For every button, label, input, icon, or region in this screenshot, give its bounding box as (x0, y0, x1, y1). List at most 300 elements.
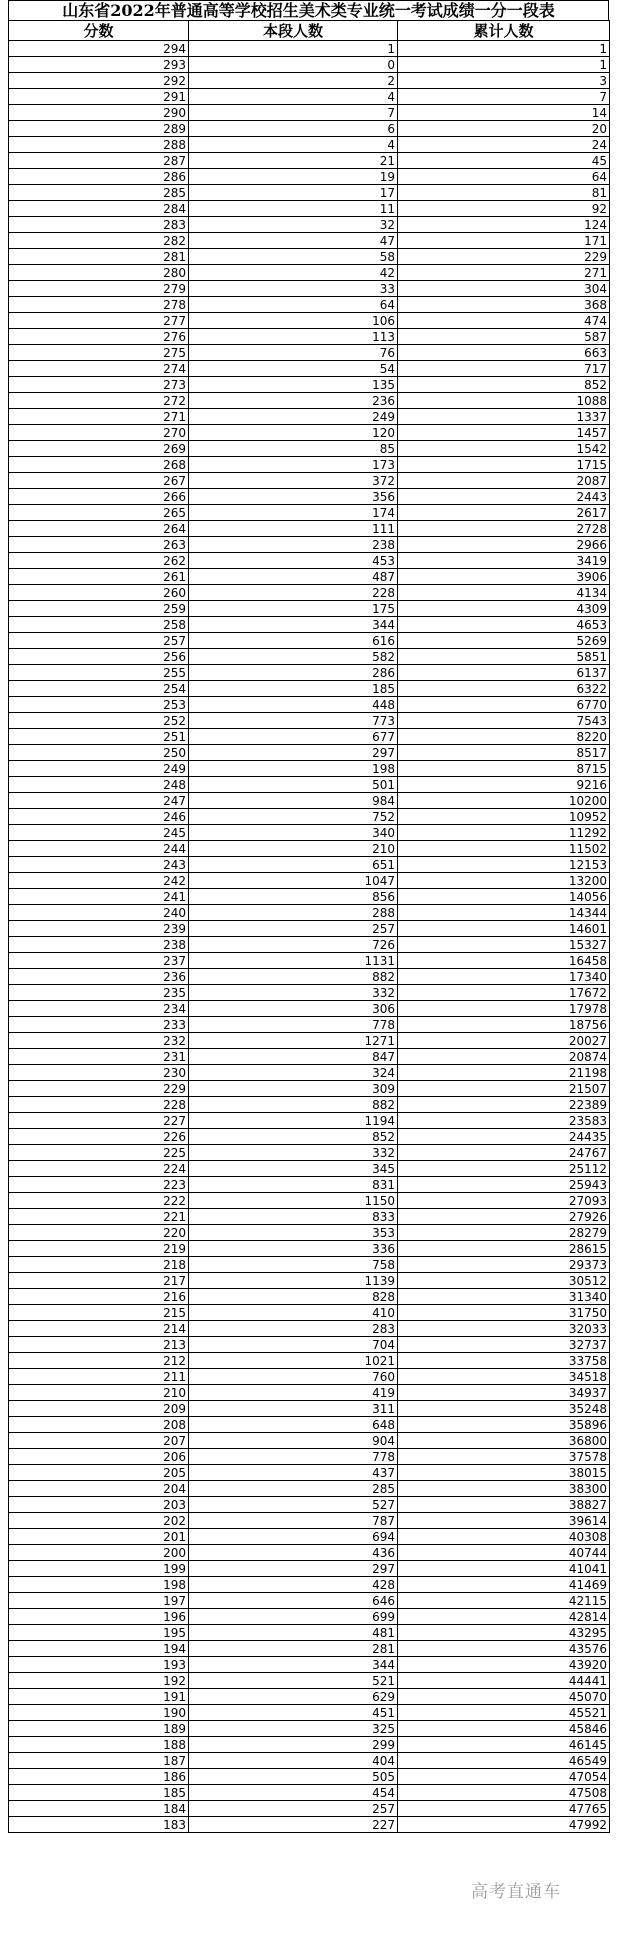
cell-score: 244 (9, 841, 189, 857)
cell-segment-count: 487 (189, 569, 398, 585)
cell-cumulative-count: 124 (398, 217, 610, 233)
cell-cumulative-count: 4653 (398, 617, 610, 633)
cell-cumulative-count: 474 (398, 313, 610, 329)
cell-segment-count: 1139 (189, 1273, 398, 1289)
cell-score: 229 (9, 1081, 189, 1097)
table-row (9, 1609, 610, 1625)
table-row (9, 137, 610, 153)
cell-segment-count: 419 (189, 1385, 398, 1401)
cell-segment-count: 2 (189, 73, 398, 89)
table-row (9, 713, 610, 729)
cell-score: 184 (9, 1801, 189, 1817)
table-row (9, 937, 610, 953)
cell-score: 197 (9, 1593, 189, 1609)
cell-score: 232 (9, 1033, 189, 1049)
cell-cumulative-count: 46145 (398, 1737, 610, 1753)
score-distribution-sheet (8, 0, 609, 1833)
cell-segment-count: 85 (189, 441, 398, 457)
cell-cumulative-count: 64 (398, 169, 610, 185)
cell-segment-count: 344 (189, 1657, 398, 1673)
cell-segment-count: 17 (189, 185, 398, 201)
table-row (9, 457, 610, 473)
cell-segment-count: 236 (189, 393, 398, 409)
cell-score: 294 (9, 41, 189, 57)
cell-score: 183 (9, 1817, 189, 1833)
cell-score: 211 (9, 1369, 189, 1385)
table-row (9, 1497, 610, 1513)
cell-segment-count: 501 (189, 777, 398, 793)
cell-score: 291 (9, 89, 189, 105)
table-row (9, 409, 610, 425)
cell-cumulative-count: 6137 (398, 665, 610, 681)
cell-score: 271 (9, 409, 189, 425)
cell-segment-count: 4 (189, 89, 398, 105)
cell-cumulative-count: 13200 (398, 873, 610, 889)
table-row (9, 441, 610, 457)
cell-score: 193 (9, 1657, 189, 1673)
cell-segment-count: 11 (189, 201, 398, 217)
cell-score: 274 (9, 361, 189, 377)
table-row (9, 1145, 610, 1161)
cell-score: 282 (9, 233, 189, 249)
cell-score: 185 (9, 1785, 189, 1801)
table-row (9, 1129, 610, 1145)
cell-score: 228 (9, 1097, 189, 1113)
cell-score: 191 (9, 1689, 189, 1705)
cell-score: 208 (9, 1417, 189, 1433)
cell-cumulative-count: 25943 (398, 1177, 610, 1193)
cell-cumulative-count: 45 (398, 153, 610, 169)
cell-cumulative-count: 20874 (398, 1049, 610, 1065)
table-row (9, 201, 610, 217)
cell-cumulative-count: 47054 (398, 1769, 610, 1785)
cell-cumulative-count: 304 (398, 281, 610, 297)
cell-score: 223 (9, 1177, 189, 1193)
table-row (9, 617, 610, 633)
cell-cumulative-count: 10952 (398, 809, 610, 825)
cell-cumulative-count: 33758 (398, 1353, 610, 1369)
cell-cumulative-count: 43295 (398, 1625, 610, 1641)
cell-segment-count: 616 (189, 633, 398, 649)
cell-score: 257 (9, 633, 189, 649)
table-row (9, 1321, 610, 1337)
cell-cumulative-count: 1457 (398, 425, 610, 441)
header-score: 分数 (9, 21, 189, 41)
cell-segment-count: 882 (189, 1097, 398, 1113)
table-row (9, 665, 610, 681)
cell-segment-count: 904 (189, 1433, 398, 1449)
cell-cumulative-count: 45846 (398, 1721, 610, 1737)
cell-segment-count: 521 (189, 1673, 398, 1689)
cell-score: 277 (9, 313, 189, 329)
cell-cumulative-count: 21198 (398, 1065, 610, 1081)
cell-cumulative-count: 47508 (398, 1785, 610, 1801)
cell-segment-count: 752 (189, 809, 398, 825)
cell-score: 238 (9, 937, 189, 953)
cell-score: 187 (9, 1753, 189, 1769)
cell-segment-count: 454 (189, 1785, 398, 1801)
cell-cumulative-count: 28279 (398, 1225, 610, 1241)
cell-cumulative-count: 35896 (398, 1417, 610, 1433)
cell-segment-count: 113 (189, 329, 398, 345)
cell-cumulative-count: 42115 (398, 1593, 610, 1609)
table-row (9, 1561, 610, 1577)
cell-score: 286 (9, 169, 189, 185)
cell-score: 216 (9, 1289, 189, 1305)
cell-segment-count: 1021 (189, 1353, 398, 1369)
cell-segment-count: 648 (189, 1417, 398, 1433)
table-row (9, 1465, 610, 1481)
cell-segment-count: 1271 (189, 1033, 398, 1049)
cell-cumulative-count: 2617 (398, 505, 610, 521)
cell-cumulative-count: 11502 (398, 841, 610, 857)
cell-score: 272 (9, 393, 189, 409)
cell-score: 250 (9, 745, 189, 761)
cell-segment-count: 42 (189, 265, 398, 281)
watermark-logo: 高考直通车 (471, 1882, 561, 1902)
table-row (9, 73, 610, 89)
cell-score: 225 (9, 1145, 189, 1161)
cell-segment-count: 527 (189, 1497, 398, 1513)
cell-segment-count: 677 (189, 729, 398, 745)
table-row (9, 841, 610, 857)
cell-segment-count: 1 (189, 41, 398, 57)
table-row (9, 729, 610, 745)
cell-segment-count: 19 (189, 169, 398, 185)
table-row (9, 1657, 610, 1673)
cell-segment-count: 726 (189, 937, 398, 953)
table-row (9, 1033, 610, 1049)
cell-cumulative-count: 31750 (398, 1305, 610, 1321)
table-row (9, 1769, 610, 1785)
cell-score: 289 (9, 121, 189, 137)
cell-cumulative-count: 2443 (398, 489, 610, 505)
cell-segment-count: 47 (189, 233, 398, 249)
cell-segment-count: 281 (189, 1641, 398, 1657)
table-row (9, 1625, 610, 1641)
cell-cumulative-count: 40308 (398, 1529, 610, 1545)
cell-score: 194 (9, 1641, 189, 1657)
cell-score: 261 (9, 569, 189, 585)
cell-score: 205 (9, 1465, 189, 1481)
cell-cumulative-count: 16458 (398, 953, 610, 969)
cell-cumulative-count: 1337 (398, 409, 610, 425)
cell-score: 196 (9, 1609, 189, 1625)
cell-cumulative-count: 6770 (398, 697, 610, 713)
cell-score: 262 (9, 553, 189, 569)
cell-score: 273 (9, 377, 189, 393)
cell-segment-count: 856 (189, 889, 398, 905)
table-row (9, 745, 610, 761)
cell-segment-count: 0 (189, 57, 398, 73)
cell-cumulative-count: 8517 (398, 745, 610, 761)
cell-segment-count: 345 (189, 1161, 398, 1177)
cell-cumulative-count: 40744 (398, 1545, 610, 1561)
cell-score: 190 (9, 1705, 189, 1721)
cell-cumulative-count: 34937 (398, 1385, 610, 1401)
cell-segment-count: 448 (189, 697, 398, 713)
table-row (9, 969, 610, 985)
cell-cumulative-count: 30512 (398, 1273, 610, 1289)
table-row (9, 1641, 610, 1657)
cell-score: 245 (9, 825, 189, 841)
cell-segment-count: 984 (189, 793, 398, 809)
table-row (9, 569, 610, 585)
cell-cumulative-count: 35248 (398, 1401, 610, 1417)
table-row (9, 1481, 610, 1497)
cell-segment-count: 285 (189, 1481, 398, 1497)
cell-score: 217 (9, 1273, 189, 1289)
cell-cumulative-count: 32033 (398, 1321, 610, 1337)
cell-segment-count: 6 (189, 121, 398, 137)
table-row (9, 633, 610, 649)
table-row (9, 89, 610, 105)
cell-score: 255 (9, 665, 189, 681)
table-row (9, 169, 610, 185)
cell-segment-count: 646 (189, 1593, 398, 1609)
cell-segment-count: 210 (189, 841, 398, 857)
header-segment-count: 本段人数 (189, 21, 398, 41)
table-row (9, 361, 610, 377)
cell-score: 236 (9, 969, 189, 985)
cell-cumulative-count: 24 (398, 137, 610, 153)
table-row (9, 425, 610, 441)
cell-score: 278 (9, 297, 189, 313)
cell-segment-count: 831 (189, 1177, 398, 1193)
cell-segment-count: 106 (189, 313, 398, 329)
cell-segment-count: 340 (189, 825, 398, 841)
table-row (9, 1177, 610, 1193)
cell-score: 219 (9, 1241, 189, 1257)
table-row (9, 41, 610, 57)
cell-score: 207 (9, 1433, 189, 1449)
cell-score: 252 (9, 713, 189, 729)
cell-segment-count: 1194 (189, 1113, 398, 1129)
cell-cumulative-count: 45070 (398, 1689, 610, 1705)
cell-score: 247 (9, 793, 189, 809)
cell-segment-count: 704 (189, 1337, 398, 1353)
cell-cumulative-count: 27093 (398, 1193, 610, 1209)
cell-score: 267 (9, 473, 189, 489)
cell-cumulative-count: 7 (398, 89, 610, 105)
cell-segment-count: 694 (189, 1529, 398, 1545)
cell-score: 287 (9, 153, 189, 169)
table-row (9, 185, 610, 201)
cell-score: 264 (9, 521, 189, 537)
cell-cumulative-count: 2087 (398, 473, 610, 489)
cell-cumulative-count: 92 (398, 201, 610, 217)
cell-score: 284 (9, 201, 189, 217)
cell-score: 256 (9, 649, 189, 665)
table-row (9, 1273, 610, 1289)
cell-score: 246 (9, 809, 189, 825)
cell-cumulative-count: 34518 (398, 1369, 610, 1385)
cell-segment-count: 173 (189, 457, 398, 473)
cell-cumulative-count: 1088 (398, 393, 610, 409)
table-row (9, 233, 610, 249)
cell-segment-count: 787 (189, 1513, 398, 1529)
cell-score: 235 (9, 985, 189, 1001)
cell-score: 242 (9, 873, 189, 889)
cell-cumulative-count: 20027 (398, 1033, 610, 1049)
header-row (9, 21, 610, 41)
table-row (9, 1801, 610, 1817)
table-row (9, 1257, 610, 1273)
table-row (9, 329, 610, 345)
table-row (9, 1017, 610, 1033)
cell-score: 292 (9, 73, 189, 89)
table-row (9, 793, 610, 809)
table-row (9, 1577, 610, 1593)
cell-segment-count: 228 (189, 585, 398, 601)
cell-segment-count: 135 (189, 377, 398, 393)
cell-score: 210 (9, 1385, 189, 1401)
cell-cumulative-count: 24435 (398, 1129, 610, 1145)
cell-cumulative-count: 1715 (398, 457, 610, 473)
header-cumulative-count: 累计人数 (398, 21, 610, 41)
cell-segment-count: 437 (189, 1465, 398, 1481)
table-row (9, 1209, 610, 1225)
table-row (9, 281, 610, 297)
cell-cumulative-count: 4134 (398, 585, 610, 601)
cell-segment-count: 64 (189, 297, 398, 313)
cell-cumulative-count: 663 (398, 345, 610, 361)
cell-segment-count: 410 (189, 1305, 398, 1321)
cell-segment-count: 283 (189, 1321, 398, 1337)
cell-segment-count: 286 (189, 665, 398, 681)
cell-segment-count: 238 (189, 537, 398, 553)
table-header (9, 21, 610, 41)
cell-segment-count: 174 (189, 505, 398, 521)
cell-segment-count: 21 (189, 153, 398, 169)
table-row (9, 1449, 610, 1465)
table-row (9, 1401, 610, 1417)
cell-segment-count: 227 (189, 1817, 398, 1833)
table-row (9, 1289, 610, 1305)
cell-cumulative-count: 6322 (398, 681, 610, 697)
cell-segment-count: 297 (189, 745, 398, 761)
cell-segment-count: 1150 (189, 1193, 398, 1209)
cell-score: 281 (9, 249, 189, 265)
cell-cumulative-count: 18756 (398, 1017, 610, 1033)
cell-segment-count: 249 (189, 409, 398, 425)
table-row (9, 601, 610, 617)
cell-segment-count: 344 (189, 617, 398, 633)
cell-segment-count: 773 (189, 713, 398, 729)
cell-score: 290 (9, 105, 189, 121)
table-row (9, 1305, 610, 1321)
cell-segment-count: 324 (189, 1065, 398, 1081)
table-row (9, 473, 610, 489)
cell-score: 251 (9, 729, 189, 745)
cell-score: 204 (9, 1481, 189, 1497)
cell-segment-count: 828 (189, 1289, 398, 1305)
table-row (9, 1785, 610, 1801)
cell-segment-count: 325 (189, 1721, 398, 1737)
cell-cumulative-count: 8220 (398, 729, 610, 745)
table-row (9, 1081, 610, 1097)
table-row (9, 1513, 610, 1529)
table-row (9, 265, 610, 281)
table-row (9, 1193, 610, 1209)
table-row (9, 1689, 610, 1705)
cell-cumulative-count: 28615 (398, 1241, 610, 1257)
cell-segment-count: 58 (189, 249, 398, 265)
cell-score: 189 (9, 1721, 189, 1737)
cell-cumulative-count: 27926 (398, 1209, 610, 1225)
cell-score: 268 (9, 457, 189, 473)
cell-score: 265 (9, 505, 189, 521)
table-row (9, 537, 610, 553)
cell-segment-count: 582 (189, 649, 398, 665)
cell-cumulative-count: 36800 (398, 1433, 610, 1449)
cell-segment-count: 257 (189, 921, 398, 937)
cell-cumulative-count: 12153 (398, 857, 610, 873)
table-row (9, 1225, 610, 1241)
cell-cumulative-count: 17672 (398, 985, 610, 1001)
cell-cumulative-count: 1 (398, 57, 610, 73)
cell-segment-count: 175 (189, 601, 398, 617)
table-row (9, 777, 610, 793)
cell-segment-count: 758 (189, 1257, 398, 1273)
table-row (9, 505, 610, 521)
cell-segment-count: 778 (189, 1449, 398, 1465)
cell-score: 275 (9, 345, 189, 361)
cell-score: 259 (9, 601, 189, 617)
cell-score: 206 (9, 1449, 189, 1465)
table-row (9, 1065, 610, 1081)
cell-score: 288 (9, 137, 189, 153)
cell-segment-count: 1047 (189, 873, 398, 889)
cell-segment-count: 7 (189, 105, 398, 121)
cell-cumulative-count: 44441 (398, 1673, 610, 1689)
cell-cumulative-count: 20 (398, 121, 610, 137)
cell-cumulative-count: 38015 (398, 1465, 610, 1481)
cell-segment-count: 309 (189, 1081, 398, 1097)
cell-score: 227 (9, 1113, 189, 1129)
table-row (9, 1753, 610, 1769)
cell-segment-count: 481 (189, 1625, 398, 1641)
cell-segment-count: 4 (189, 137, 398, 153)
cell-cumulative-count: 39614 (398, 1513, 610, 1529)
cell-score: 279 (9, 281, 189, 297)
cell-score: 233 (9, 1017, 189, 1033)
cell-score: 221 (9, 1209, 189, 1225)
cell-cumulative-count: 21507 (398, 1081, 610, 1097)
cell-cumulative-count: 41469 (398, 1577, 610, 1593)
cell-segment-count: 778 (189, 1017, 398, 1033)
cell-cumulative-count: 15327 (398, 937, 610, 953)
cell-cumulative-count: 5269 (398, 633, 610, 649)
table-row (9, 1529, 610, 1545)
cell-segment-count: 76 (189, 345, 398, 361)
cell-segment-count: 54 (189, 361, 398, 377)
cell-cumulative-count: 2966 (398, 537, 610, 553)
table-row (9, 953, 610, 969)
table-row (9, 1353, 610, 1369)
score-table (8, 20, 610, 1833)
cell-segment-count: 336 (189, 1241, 398, 1257)
cell-cumulative-count: 5851 (398, 649, 610, 665)
cell-score: 283 (9, 217, 189, 233)
cell-score: 237 (9, 953, 189, 969)
cell-cumulative-count: 852 (398, 377, 610, 393)
cell-cumulative-count: 31340 (398, 1289, 610, 1305)
cell-cumulative-count: 29373 (398, 1257, 610, 1273)
cell-segment-count: 185 (189, 681, 398, 697)
table-row (9, 1337, 610, 1353)
cell-cumulative-count: 38300 (398, 1481, 610, 1497)
